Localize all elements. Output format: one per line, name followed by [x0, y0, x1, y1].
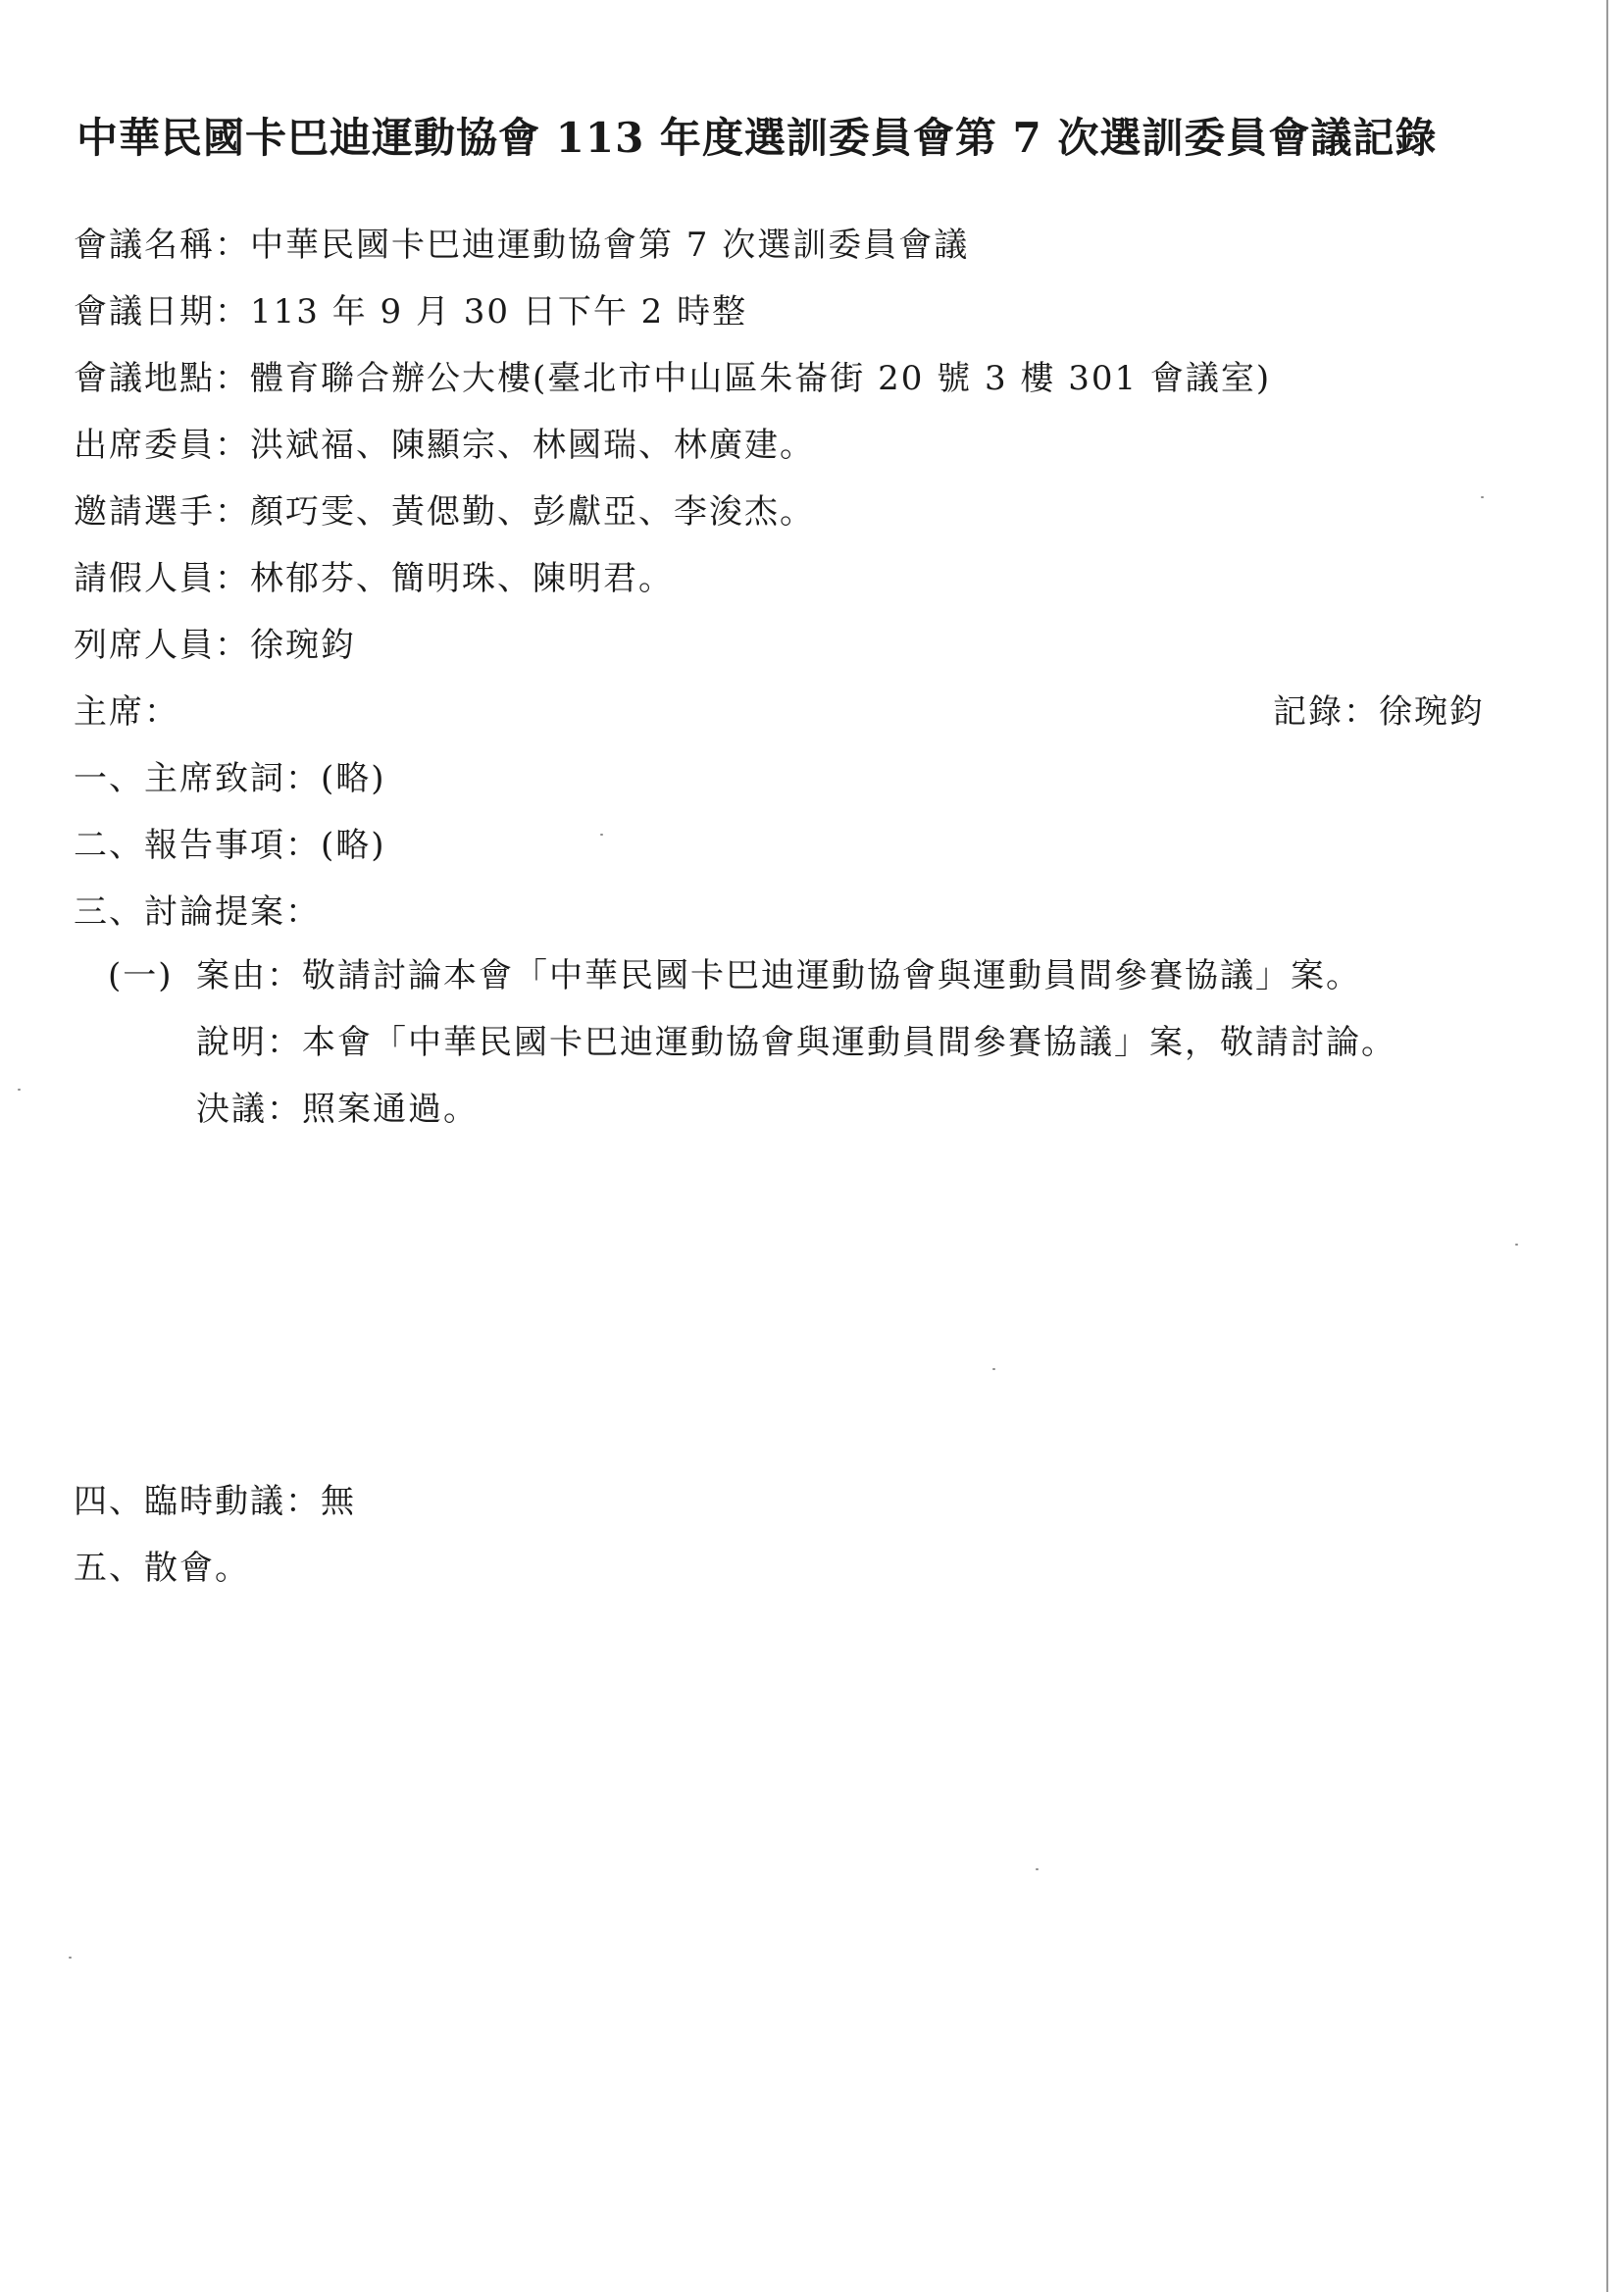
document-title: 中華民國卡巴迪運動協會 113 年度選訓委員會第 7 次選訓委員會議記錄 — [76, 114, 1438, 162]
scan-speck — [600, 834, 603, 836]
proposal-case: 案由：敬請討論本會「中華民國卡巴迪運動協會與運動員間參賽協議」案。 — [196, 956, 1361, 995]
attending-members: 出席委員：洪斌福、陳顯宗、林國瑞、林廣建。 — [74, 426, 815, 465]
scan-speck — [69, 1957, 72, 1959]
scan-speck — [1036, 1868, 1039, 1870]
proposal-explanation: 說明：本會「中華民國卡巴迪運動協會與運動員間參賽協議」案，敬請討論。 — [196, 1023, 1396, 1062]
agenda-item-reports: 二、報告事項：(略) — [74, 826, 386, 865]
invited-athletes: 邀請選手：顏巧雯、黃偲勤、彭獻亞、李浚杰。 — [74, 492, 815, 532]
scan-edge-line — [1606, 0, 1608, 2292]
agenda-item-adjourn: 五、散會。 — [74, 1549, 250, 1588]
recorder-label: 記錄：徐琬鈞 — [1273, 692, 1485, 732]
meeting-date: 會議日期：113 年 9 月 30 日下午 2 時整 — [74, 292, 748, 331]
scan-speck — [18, 1089, 21, 1091]
meeting-name: 會議名稱：中華民國卡巴迪運動協會第 7 次選訓委員會議 — [74, 226, 970, 265]
agenda-item-opening: 一、主席致詞：(略) — [74, 759, 386, 798]
chair-label: 主席： — [74, 692, 179, 732]
scan-speck — [992, 1368, 995, 1370]
scan-speck — [1515, 1244, 1518, 1246]
meeting-location: 會議地點：體育聯合辦公大樓(臺北市中山區朱崙街 20 號 3 樓 301 會議室) — [74, 359, 1272, 398]
observers: 列席人員：徐琬鈞 — [74, 626, 356, 665]
scan-speck — [1481, 496, 1484, 498]
proposal-resolution: 決議：照案通過。 — [196, 1090, 479, 1129]
agenda-item-extempore: 四、臨時動議：無 — [74, 1482, 356, 1521]
absent-members: 請假人員：林郁芬、簡明珠、陳明君。 — [74, 559, 674, 598]
proposal-number: (一) — [108, 956, 174, 995]
agenda-item-discussion: 三、討論提案： — [74, 892, 321, 932]
